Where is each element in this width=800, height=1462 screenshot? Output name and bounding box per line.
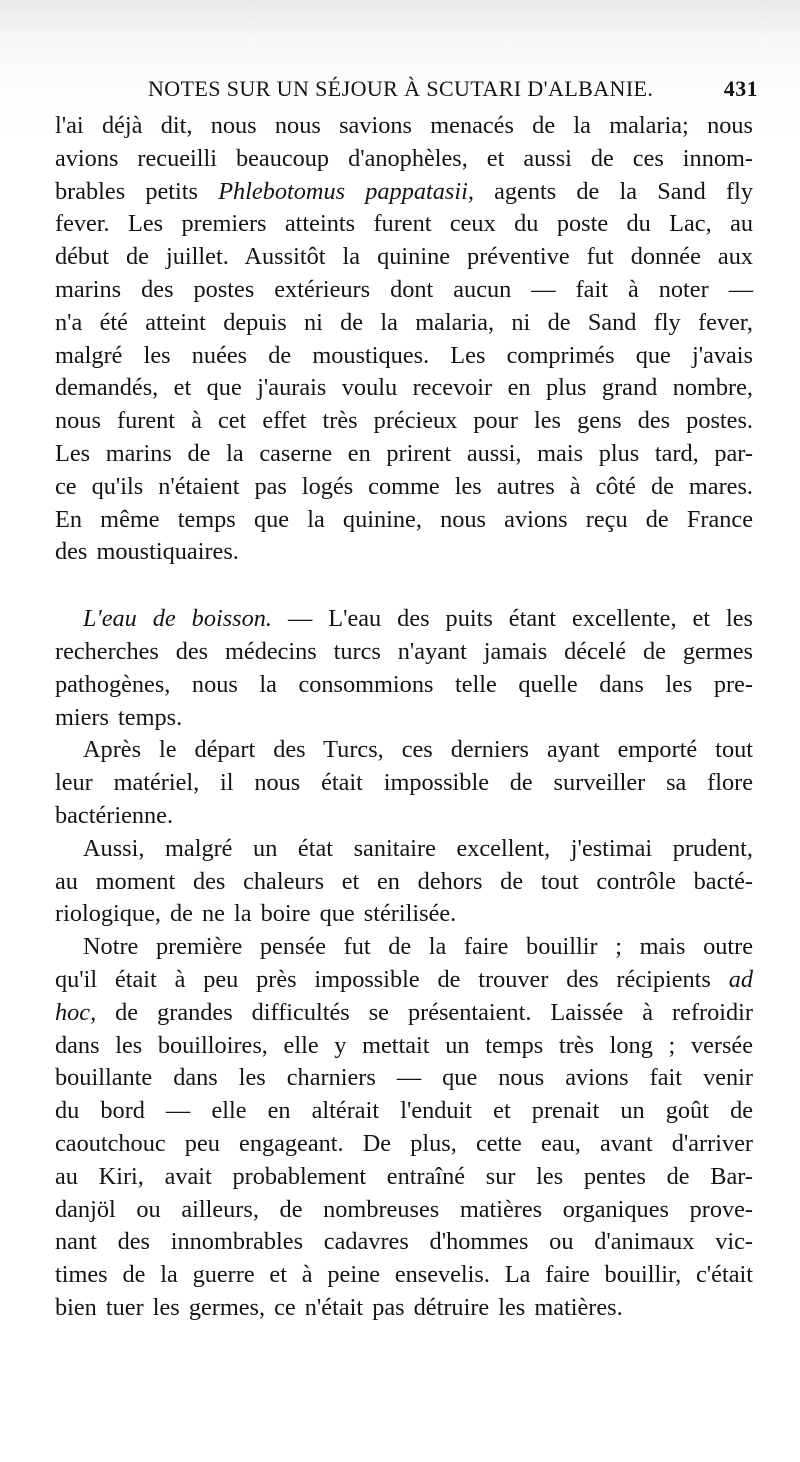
text-line: au moment des chaleurs et en dehors de tout contrôle bacté- (55, 867, 753, 895)
text-line: du bord — elle en altérait l'enduit et prenait un goût de (55, 1097, 753, 1125)
text-line: riologique, de ne la boire que stérilisée. (55, 900, 457, 928)
section-heading: L'eau de boisson. (83, 605, 273, 633)
text-line (55, 176, 753, 209)
text-line: recherches des médecins turcs n'ayant jamais décelé de germes (55, 637, 753, 665)
text-line (55, 603, 753, 636)
text-line: bactérienne. (55, 801, 174, 829)
text-segment: de grandes difficultés se présentaient. Laissée à refroidir (115, 998, 753, 1026)
latin-term: ad (728, 965, 754, 993)
body-text (55, 110, 753, 1325)
text-line: malgré les nuées de moustiques. Les comprimés que j'avais (55, 341, 753, 369)
paragraph-depart-turcs (55, 734, 753, 832)
species-name: Phlebotomus pappatasii, (218, 177, 474, 205)
running-head (148, 72, 770, 108)
text-line: n'a été atteint depuis ni de la malaria, ni de Sand fly fever, (55, 308, 753, 336)
text-line: marins des postes extérieurs dont aucun — fait à noter — (55, 275, 753, 303)
text-line: Notre première pensée fut de la faire bouillir ; mais outre (83, 933, 753, 961)
text-line: caoutchouc peu engageant. De plus, cette eau, avant d'arriver (55, 1129, 753, 1157)
text-line: danjöl ou ailleurs, de nombreuses matières organiques prove- (55, 1195, 753, 1223)
text-line (55, 964, 753, 997)
text-line (55, 997, 753, 1030)
text-line: Les marins de la caserne en prirent aussi, mais plus tard, par- (55, 439, 753, 467)
text-line: avions recueilli beaucoup d'anophèles, et aussi de ces innom- (55, 144, 753, 172)
text-line: leur matériel, il nous était impossible de surveiller sa flore (55, 769, 753, 797)
running-title: NOTES SUR UN SÉJOUR À SCUTARI D'ALBANIE. (148, 76, 654, 101)
paragraph-malaria (55, 110, 753, 569)
text-line: demandés, et que j'aurais voulu recevoir en plus grand nombre, (55, 374, 753, 402)
text-line: l'ai déjà dit, nous nous savions menacés de la malaria; nous (55, 112, 753, 139)
paragraph-faire-bouillir (55, 931, 753, 1325)
text-line: times de la guerre et à peine ensevelis. La faire bouillir, c'était (55, 1261, 753, 1289)
text-line: fever. Les premiers atteints furent ceux du poste du Lac, au (55, 210, 753, 238)
latin-term: hoc, (55, 998, 97, 1026)
text-line: ce qu'ils n'étaient pas logés comme les autres à côté de mares. (55, 472, 753, 500)
text-line: Après le départ des Turcs, ces derniers ayant emporté tout (83, 736, 753, 764)
text-segment: — L'eau des puits étant excellente, et les (288, 605, 754, 633)
text-segment: qu'il était à peu près impossible de trouver des récipients (55, 965, 711, 993)
paragraph-gap (55, 569, 753, 603)
paragraph-eau-de-boisson (55, 603, 753, 734)
text-line: nous furent à cet effet très précieux pour les gens des postes. (55, 407, 753, 435)
text-line: bien tuer les germes, ce n'était pas détruire les matières. (55, 1293, 623, 1321)
text-line: au Kiri, avait probablement entraîné sur les pentes de Bar- (55, 1162, 753, 1190)
text-line: bouillante dans les charniers — que nous avions fait venir (55, 1064, 753, 1092)
text-line: Aussi, malgré un état sanitaire excellent, j'estimai prudent, (83, 834, 753, 862)
page-number: 431 (723, 76, 758, 101)
text-line: dans les bouilloires, elle y mettait un temps très long ; versée (55, 1031, 753, 1059)
text-line: des moustiquaires. (55, 538, 239, 566)
paragraph-sterilisation (55, 833, 753, 931)
text-segment: agents de la Sand fly (494, 177, 753, 205)
text-line: En même temps que la quinine, nous avions reçu de France (55, 505, 753, 533)
text-segment: brables petits (55, 177, 198, 205)
text-line: miers temps. (55, 703, 183, 731)
text-line: pathogènes, nous la consommions telle quelle dans les pre- (55, 670, 753, 698)
text-line: nant des innombrables cadavres d'hommes ou d'animaux vic- (55, 1228, 753, 1256)
text-line: début de juillet. Aussitôt la quinine préventive fut donnée aux (55, 243, 753, 271)
